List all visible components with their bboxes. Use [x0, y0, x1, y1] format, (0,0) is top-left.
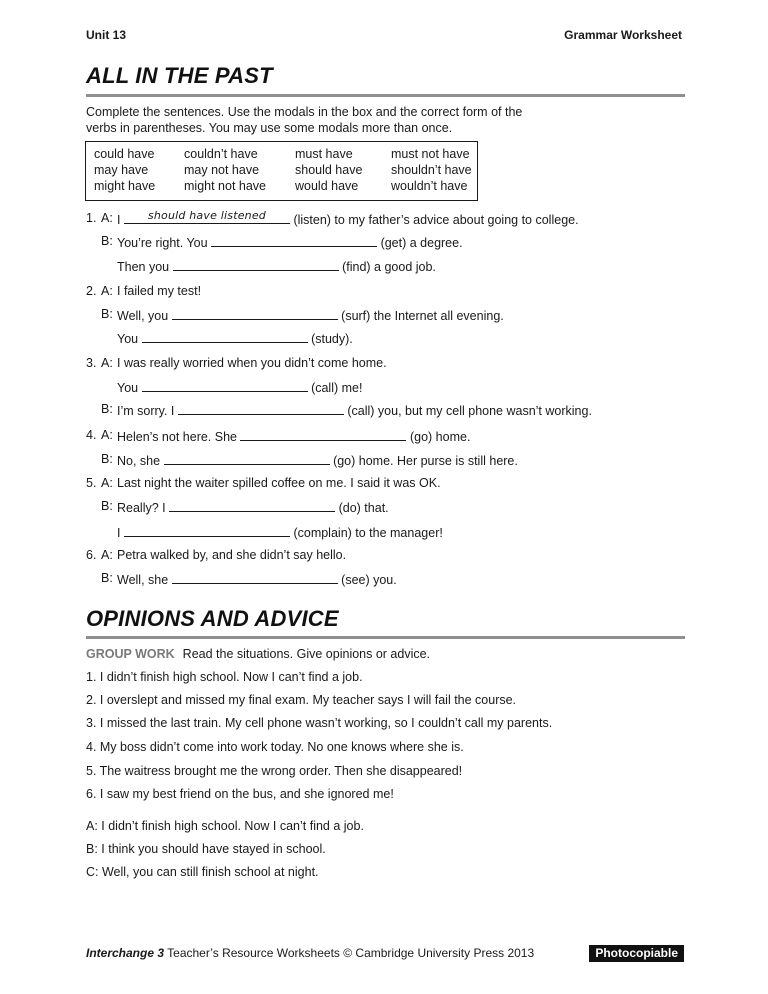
group-work-instruction [86, 647, 430, 661]
exercise-line [117, 499, 389, 515]
exercise-line [117, 234, 463, 250]
line-text: (study). [311, 332, 353, 346]
instruction-line: Complete the sentences. Use the modals in the box and the correct form of the [86, 105, 523, 119]
exercise-line [117, 428, 470, 444]
situation-item: 3. I missed the last train. My cell phone wasn’t working, so I couldn’t call my parents. [86, 716, 553, 730]
line-text: I failed my test! [117, 284, 202, 298]
line-text: (listen) to my father’s advice about going to college. [293, 213, 579, 227]
line-text: Last night the waiter spilled coffee on me. I said it was OK. [117, 476, 441, 490]
item-number: 3. [86, 356, 97, 370]
modal-word: couldn’t have [184, 147, 258, 161]
line-text: (go) home. Her purse is still here. [333, 454, 518, 468]
modal-word: must have [295, 147, 353, 161]
line-text: (call) me! [311, 381, 363, 395]
line-text: You [117, 381, 139, 395]
line-text: Petra walked by, and she didn’t say hello. [117, 548, 347, 562]
section-title-past: ALL IN THE PAST [86, 63, 273, 88]
worksheet-type: Grammar Worksheet [564, 28, 682, 42]
situation-item: 2. I overslept and missed my final exam. My teacher says I will fail the course. [86, 693, 517, 707]
line-text: Well, she [117, 573, 169, 587]
line-text: (see) you. [341, 573, 397, 587]
line-text: (get) a degree. [380, 236, 463, 250]
exercise-line [117, 307, 504, 323]
item-number: 5. [86, 476, 97, 490]
example-dialogue-line: B: I think you should have stayed in school. [86, 842, 326, 856]
modal-word: shouldn’t have [391, 163, 472, 177]
exercise-line [117, 211, 579, 227]
modal-word: may not have [184, 163, 260, 177]
answer-blank[interactable] [172, 571, 338, 584]
situation-item: 5. The waitress brought me the wrong order. Then she disappeared! [86, 764, 463, 778]
line-text: Well, you [117, 309, 169, 323]
example-answer: should have listened [147, 209, 266, 222]
answer-blank[interactable] [124, 211, 290, 224]
line-text: You [117, 332, 139, 346]
photocopiable-badge: Photocopiable [589, 945, 684, 962]
exercise-line [117, 379, 362, 395]
situation-item: 4. My boss didn’t come into work today. No one knows where she is. [86, 740, 464, 754]
answer-blank[interactable] [211, 234, 377, 247]
exercise-line [117, 258, 436, 274]
speaker-label: B: [101, 452, 113, 466]
answer-blank[interactable] [142, 379, 308, 392]
instructions [86, 104, 646, 136]
speaker-label: A: [101, 356, 113, 370]
modal-word: might not have [184, 179, 266, 193]
section-divider [86, 636, 685, 639]
line-text: Really? I [117, 501, 166, 515]
line-text: You’re right. You [117, 236, 208, 250]
example-dialogue-line: C: Well, you can still finish school at night. [86, 865, 319, 879]
unit-label: Unit 13 [86, 28, 127, 42]
exercise-line [117, 330, 353, 346]
speaker-label: B: [101, 402, 113, 416]
line-text: (go) home. [409, 430, 471, 444]
answer-blank[interactable] [169, 499, 335, 512]
footer [86, 946, 534, 960]
line-text: (find) a good job. [342, 260, 436, 274]
instruction-line: verbs in parentheses. You may use some modals more than once. [86, 121, 453, 135]
line-text: Then you [117, 260, 170, 274]
speaker-label: B: [101, 234, 113, 248]
modal-word: may have [94, 163, 149, 177]
line-text: I [117, 526, 121, 540]
answer-blank[interactable] [172, 307, 338, 320]
modal-word: could have [94, 147, 155, 161]
modal-word: wouldn’t have [391, 179, 468, 193]
group-work-label: GROUP WORK [86, 647, 175, 661]
line-text: (complain) to the manager! [293, 526, 443, 540]
speaker-label: B: [101, 307, 113, 321]
exercise-line [117, 402, 592, 418]
speaker-label: A: [101, 476, 113, 490]
line-text: (call) you, but my cell phone wasn’t working. [347, 404, 592, 418]
speaker-label: B: [101, 499, 113, 513]
example-dialogue-line: A: I didn’t finish high school. Now I can’t find a job. [86, 819, 364, 833]
modal-word: would have [295, 179, 359, 193]
exercise-line [117, 452, 518, 468]
modal-word: might have [94, 179, 156, 193]
answer-blank[interactable] [124, 524, 290, 537]
answer-blank[interactable] [142, 330, 308, 343]
line-text: I [117, 213, 121, 227]
item-number: 6. [86, 548, 97, 562]
speaker-label: B: [101, 571, 113, 585]
answer-blank[interactable] [240, 428, 406, 441]
line-text: I was really worried when you didn’t come home. [117, 356, 387, 370]
line-text: No, she [117, 454, 161, 468]
answer-blank[interactable] [164, 452, 330, 465]
answer-blank[interactable] [173, 258, 339, 271]
item-number: 2. [86, 284, 97, 298]
line-text: Helen’s not here. She [117, 430, 237, 444]
line-text: I’m sorry. I [117, 404, 175, 418]
situation-item: 6. I saw my best friend on the bus, and she ignored me! [86, 787, 394, 801]
exercise-line [117, 571, 397, 587]
modal-word-box [85, 141, 478, 201]
speaker-label: A: [101, 428, 113, 442]
instruction-text: Read the situations. Give opinions or advice. [182, 647, 431, 661]
item-number: 4. [86, 428, 97, 442]
item-number: 1. [86, 211, 97, 225]
section-divider [86, 94, 685, 97]
line-text: (surf) the Internet all evening. [341, 309, 504, 323]
answer-blank[interactable] [178, 402, 344, 415]
exercise-line [117, 524, 443, 540]
modal-word: must not have [391, 147, 470, 161]
speaker-label: A: [101, 548, 113, 562]
modal-word: should have [295, 163, 363, 177]
speaker-label: A: [101, 211, 113, 225]
speaker-label: A: [101, 284, 113, 298]
situation-item: 1. I didn’t finish high school. Now I can’t find a job. [86, 670, 363, 684]
line-text: (do) that. [338, 501, 389, 515]
footer-text: Teacher’s Resource Worksheets © Cambridge University Press 2013 [167, 946, 535, 960]
footer-brand: Interchange 3 [86, 946, 165, 960]
section-title-opinions: OPINIONS AND ADVICE [86, 606, 339, 631]
